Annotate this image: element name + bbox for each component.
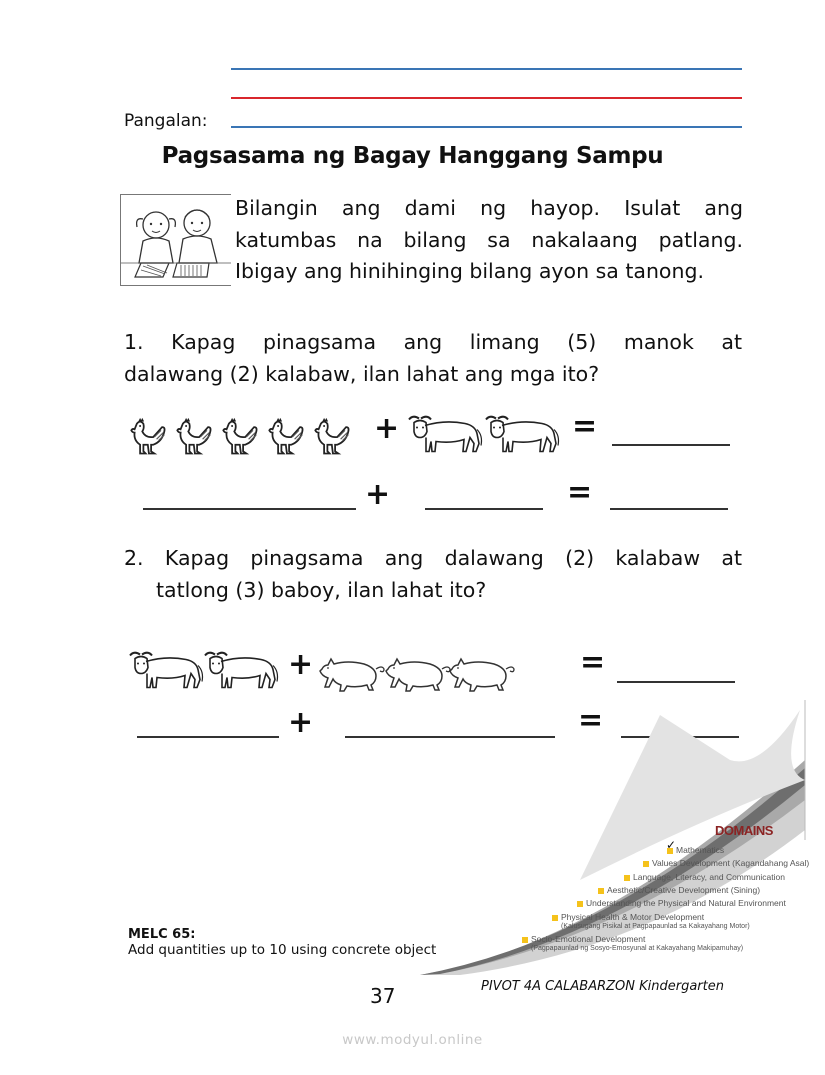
answer-blank-total-picture[interactable] xyxy=(617,681,735,683)
answer-blank-addend-1[interactable] xyxy=(137,736,279,738)
equals-sign: = xyxy=(578,703,604,738)
question-1 xyxy=(124,327,742,390)
question-2-line-1: 2. Kapag pinagsama ang dalawang (2) kalabaw at xyxy=(124,546,742,570)
pig-icon xyxy=(448,652,518,694)
question-1-line-2: dalawang (2) kalabaw, ilan lahat ang mga ito? xyxy=(124,361,600,386)
chicken-icon xyxy=(220,415,264,459)
chicken-icon xyxy=(128,415,172,459)
children-icon xyxy=(121,195,231,285)
domain-item-socio-emotional: Socio-Emotional Development (Pagpapaunlad ng Sosyo-Emosyunal at Kakayahang Makipamuhay) xyxy=(522,935,743,953)
pig-icon xyxy=(384,652,454,694)
carabao-icon xyxy=(126,648,206,696)
chicken-icon xyxy=(312,415,356,459)
answer-blank-addend-2[interactable] xyxy=(425,508,543,510)
plus-sign: + xyxy=(288,647,314,682)
equals-sign: = xyxy=(580,645,606,680)
instructions xyxy=(235,193,743,288)
domain-item-mathematics: ✓ Mathematics xyxy=(666,838,725,855)
domain-item-aesthetic: Aesthetic/Creative Development (Sining) xyxy=(598,886,760,895)
carabao-icon xyxy=(405,412,485,460)
chicken-icon xyxy=(174,415,218,459)
carabao-icon xyxy=(482,412,562,460)
instruction-line-1: Bilangin ang dami ng hayop. Isulat ang xyxy=(235,196,743,220)
plus-sign: + xyxy=(365,477,391,512)
bullet-icon xyxy=(624,875,630,881)
melc-text: Add quantities up to 10 using concrete object xyxy=(128,942,437,958)
plus-sign: + xyxy=(288,705,314,740)
question-1-line-1: 1. Kapag pinagsama ang limang (5) manok at xyxy=(124,330,742,354)
carabao-icon xyxy=(201,648,281,696)
melc-heading: MELC 65: xyxy=(128,927,196,942)
question-2 xyxy=(124,543,742,606)
bullet-icon xyxy=(577,901,583,907)
page-number: 37 xyxy=(370,984,396,1008)
answer-blank-addend-1[interactable] xyxy=(143,508,356,510)
question-2-line-2: tatlong (3) baboy, ilan lahat ito? xyxy=(156,577,487,602)
answer-blank-sum[interactable] xyxy=(610,508,728,510)
instruction-line-3: Ibigay ang hinihinging bilang ayon sa tanong. xyxy=(235,259,704,283)
children-writing-illustration xyxy=(120,194,231,286)
name-field-line[interactable] xyxy=(231,126,742,128)
domain-item-understanding: Understanding the Physical and Natural Environment xyxy=(577,899,786,908)
instruction-line-2: katumbas na bilang sa nakalaang patlang. xyxy=(235,227,743,252)
domain-item-language: Language, Literacy, and Communication xyxy=(624,873,785,882)
equals-sign: = xyxy=(567,475,593,510)
plus-sign: + xyxy=(374,411,400,446)
chicken-icon xyxy=(266,415,310,459)
page-title: Pagsasama ng Bagay Hanggang Sampu xyxy=(161,143,664,169)
domain-item-values: Values Development (Kagandahang Asal) xyxy=(643,859,809,868)
bullet-icon xyxy=(598,888,604,894)
domain-item-physical: Physical Health & Motor Development (Kalusugang Pisikal at Pagpapaunlad sa Kakayahang Motor) xyxy=(552,913,750,931)
watermark: www.modyul.online xyxy=(342,1032,483,1048)
bullet-icon xyxy=(552,915,558,921)
equals-sign: = xyxy=(572,409,598,444)
checkmark-icon: ✓ xyxy=(666,838,677,852)
guide-line-middle xyxy=(231,97,742,99)
guide-line-top xyxy=(231,68,742,70)
bullet-icon xyxy=(643,861,649,867)
pig-icon xyxy=(318,652,388,694)
series-label: PIVOT 4A CALABARZON Kindergarten xyxy=(481,979,724,994)
bullet-icon xyxy=(522,937,528,943)
name-label: Pangalan: xyxy=(124,111,208,131)
domains-title: DOMAINS xyxy=(715,823,773,838)
answer-blank-total-picture[interactable] xyxy=(612,444,730,446)
